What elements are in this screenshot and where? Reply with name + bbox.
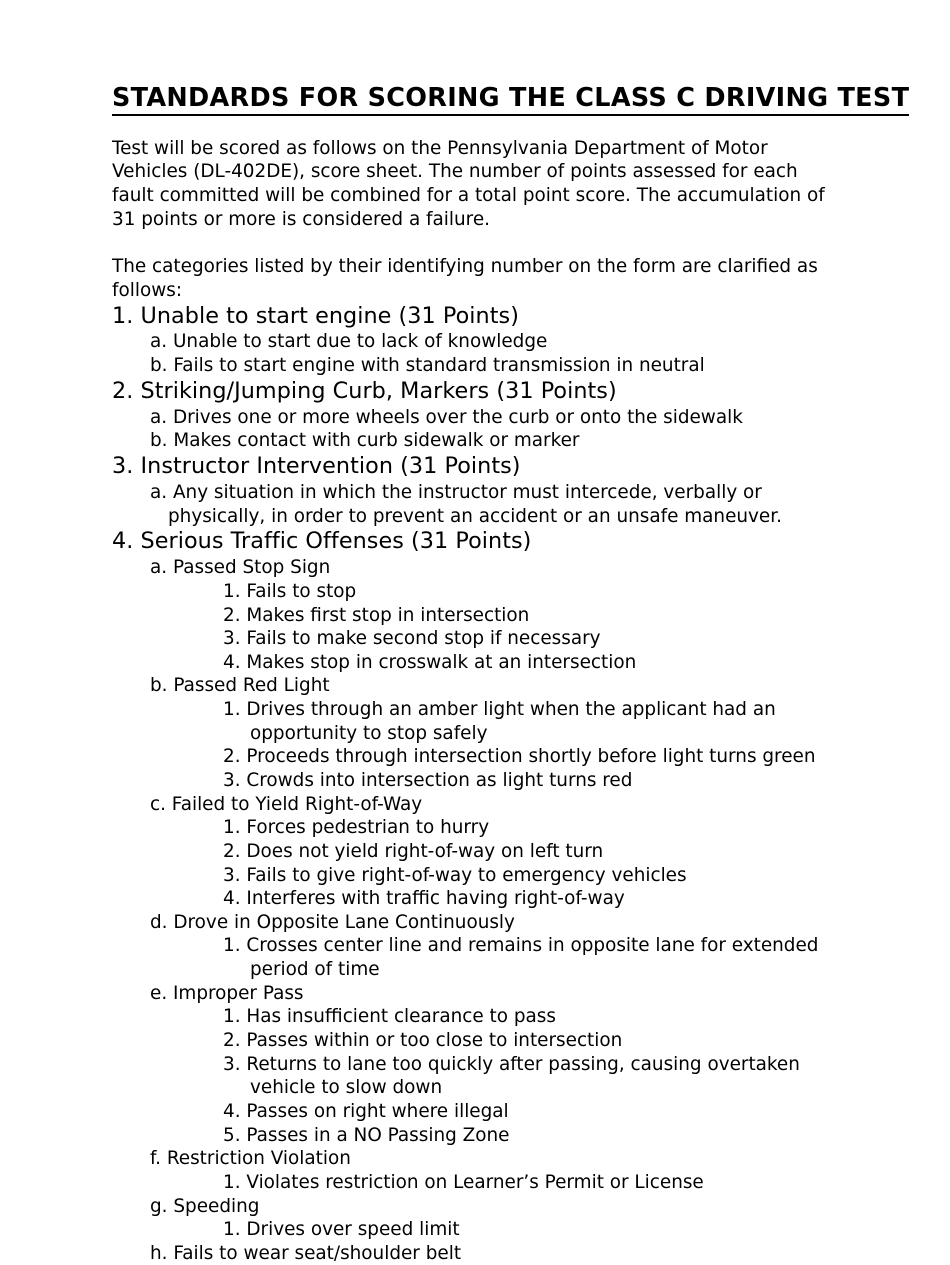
outline-item-number: 1. Drives over speed limit	[223, 1219, 460, 1241]
section-heading: 3. Instructor Intervention (31 Points)	[112, 453, 521, 480]
outline-item-number: 2. Does not yield right-of-way on left turn	[223, 840, 604, 862]
outline-item-letter: b. Fails to start engine with standard transmission in neutral	[150, 355, 705, 377]
section-heading: 2. Striking/Jumping Curb, Markers (31 Points)	[112, 377, 617, 404]
outline-item-number: 1. Crosses center line and remains in opposite lane for extended period of time	[223, 935, 819, 981]
outline-item-letter: b. Passed Red Light	[150, 675, 330, 697]
outline-item-letter: b. Makes contact with curb sidewalk or marker	[150, 430, 580, 452]
outline-item-letter: g. Speeding	[150, 1195, 260, 1217]
outline-item-number: 3. Fails to make second stop if necessary	[223, 628, 601, 650]
outline-item-number: 5. Passes in a NO Passing Zone	[223, 1124, 510, 1146]
outline-item-number: 4. Passes on right where illegal	[223, 1100, 509, 1122]
intro-paragraph: Test will be scored as follows on the Pennsylvania Department of Motor Vehicles (DL-402DE), score sheet. The number of points assessed for each fault committed will be combined for a total point score. The accumulation of 31 points or more is considered a failure.	[112, 137, 825, 231]
outline-item-number: 4. Makes stop in crosswalk at an intersection	[223, 651, 637, 673]
outline-item-number: 4. Interferes with traffic having right-of-way	[223, 888, 625, 910]
outline-item-number: 3. Crowds into intersection as light turns red	[223, 770, 633, 791]
outline-list	[112, 303, 834, 1265]
outline-item-number: 1. Violates restriction on Learner’s Permit or License	[223, 1171, 704, 1193]
outline-item-letter: a. Any situation in which the instructor must intercede, verbally or physically, in order to prevent an accident or an unsafe maneuver.	[150, 481, 782, 527]
document-content	[112, 83, 910, 1265]
outline-item-letter: a. Drives one or more wheels over the curb or onto the sidewalk	[150, 406, 743, 428]
page-title-text: STANDARDS FOR SCORING THE CLASS C DRIVING TEST	[112, 84, 909, 116]
outline-item-number: 1. Has insufficient clearance to pass	[223, 1006, 556, 1028]
outline-item-letter: d. Drove in Opposite Lane Continuously	[150, 911, 515, 933]
outline-item-number: 2. Proceeds through intersection shortly before light turns green	[223, 746, 816, 768]
outline-item-letter: a. Passed Stop Sign	[150, 557, 331, 579]
outline-item-number: 1. Drives through an amber light when the applicant had an opportunity to stop safely	[223, 699, 776, 744]
outline-item-number: 2. Makes first stop in intersection	[223, 604, 530, 626]
outline-item-number: 1. Forces pedestrian to hurry	[223, 817, 490, 839]
outline-item-letter: h. Fails to wear seat/shoulder belt	[150, 1242, 462, 1264]
lead-in-paragraph: The categories listed by their identifying number on the form are clarified as follows:	[112, 255, 818, 301]
outline-item-letter: f. Restriction Violation	[150, 1148, 351, 1170]
page-title	[112, 83, 910, 116]
outline-item-number: 3. Returns to lane too quickly after passing, causing overtaken vehicle to slow down	[223, 1053, 800, 1099]
outline-item-number: 2. Passes within or too close to intersection	[223, 1030, 623, 1052]
section-heading: 1. Unable to start engine (31 Points)	[112, 302, 519, 329]
outline-item-number: 3. Fails to give right-of-way to emergency vehicles	[223, 864, 687, 886]
outline-item-letter: c. Failed to Yield Right-of-Way	[150, 793, 423, 815]
outline-item-letter: e. Improper Pass	[150, 982, 304, 1004]
outline-item-letter: a. Unable to start due to lack of knowledge	[150, 331, 548, 353]
outline-item-number: 1. Fails to stop	[223, 580, 357, 602]
section-heading: 4. Serious Traffic Offenses (31 Points)	[112, 528, 532, 555]
